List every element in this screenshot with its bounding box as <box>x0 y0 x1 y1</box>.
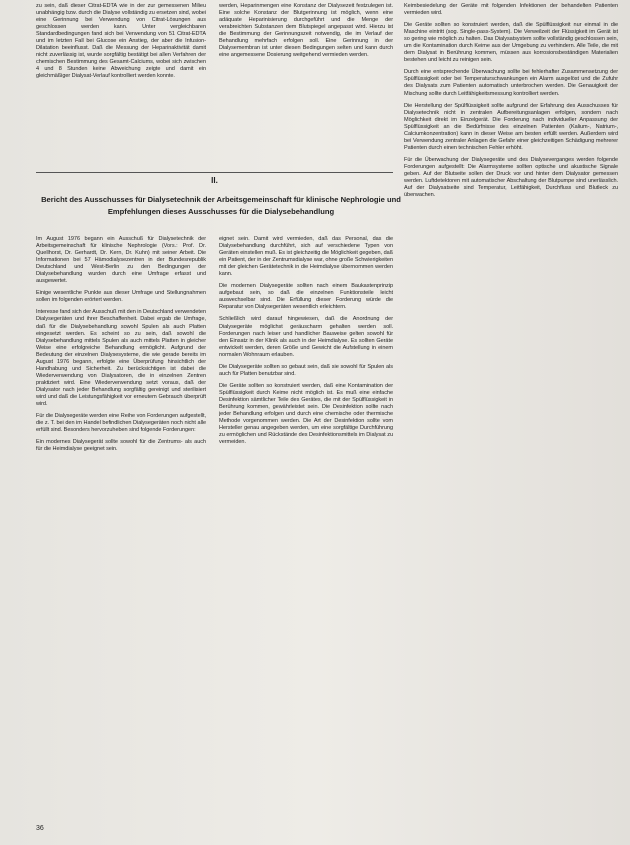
section-number: II. <box>211 176 218 185</box>
paragraph: Im August 1976 begann ein Ausschuß für Dialysetechnik der Arbeitsgemeinschaft für klinische Nephrologie (Vors.: Prof. Dr. Quellhorst, Dr. Gerhardt, Dr. Kern, Dr. Kuhn) mit seiner Arbeit. Die Informationen bei 57 Hämodialysezentren in der Bundesrepublik Deutschland und West-Berlin zu den Bedingungen der Dialysebehandlung wurden durch eine Umfrage erfasst und ausgewertet. <box>36 236 206 285</box>
paragraph: Keimbesiedelung der Geräte mit folgenden Infektionen der behandelten Patienten vermieden wird. <box>404 3 618 17</box>
text-column-top-middle <box>219 3 393 163</box>
section-divider <box>36 172 393 173</box>
paragraph: Die modernen Dialysegeräte sollten nach einem Baukastenprinzip aufgebaut sein, so daß die einzelnen Funktionsteile leicht auswechselbar sind. Die Erfüllung dieser Forderung würde die Reparatur von Dialysegeräten wesentlich erleichtern. <box>219 283 393 311</box>
paragraph: Die Dialysegeräte sollten so gebaut sein, daß sie sowohl für Spulen als auch für Platten benutzbar sind. <box>219 363 393 377</box>
paragraph: Die Geräte sollten so konstruiert werden, daß die Spülflüssigkeit nur einmal in die Maschine eintritt (sog. Single-pass-System). Die Verweilzeit der Flüssigkeit im Gerät ist so gering wie möglich zu halten. Das Dialysatsystem sollte vollständig geschlossen sein, um die Kontamination durch Keime aus der Umgebung zu verhindern. Alle Teile, die mit dem Dialysat in Berührung kommen, müssen aus korrosionsbeständigen Materialien bestehen und leicht zu reinigen sein. <box>404 22 618 64</box>
paragraph: eignet sein. Damit wird vermieden, daß das Personal, das die Dialysebehandlung durchführt, sich auf verschiedene Typen von Geräten einstellen muß. Es ist gleichzeitig die Möglichkeit gegeben, daß ein Patient, der in der Zentrumsdialyse war, ohne große Schwierigkeiten mit der gleichen Gerätetechnik in die Heimdialyse übernommen werden kann. <box>219 236 393 278</box>
paragraph: Einige wesentliche Punkte aus dieser Umfrage und Stellungnahmen sollen im folgenden erörtert werden. <box>36 290 206 304</box>
text-column-bottom-middle <box>219 236 393 831</box>
paragraph: Interesse fand sich der Ausschuß mit den in Deutschland verwendeten Dialysegeräten und ihrer Beschaffenheit. Dabei ergab die Umfrage, daß für die Dialysebehandlung sowohl Spulen als auch Platten eingesetzt werden. Es scheint so zu sein, daß sowohl die Dialysebehandlung mittels Spulen als auch mittels Platten in gleicher Weise eine erfolgreiche Behandlung ermöglicht. Aufgrund der Bedeutung der einzelnen Dialysesysteme, die wie gerade bereits im August 1976 begann, erfolgte eine Überprüfung hinsichtlich der Handhabung und Sicherheit. Zu berücksichtigen ist dabei die Wiederverwendung von Dialysatoren, die in einzelnen Zentren praktiziert wird. Eine Wiederverwendung setzt voraus, daß der Dialysator nach jeder Behandlung sorgfältig gereinigt und sterilisiert wird und daß die Leistungsfähigkeit vor erneutem Gebrauch überprüft wird. <box>36 309 206 408</box>
text-column-top-left <box>36 3 206 163</box>
text-column-right <box>404 3 618 833</box>
paragraph: Schließlich wird darauf hingewiesen, daß die Anordnung der Dialysegeräte möglichst geräuscharm gehalten werden soll. Forderungen nach leiser und handlicher Bauweise gelten sowohl für den Einsatz in der Klinik als auch in der Heimdialyse. Es sollten Geräte entwickelt werden, deren Größe und Gewicht die Aufstellung in einem normalen Wohnraum erlauben. <box>219 316 393 358</box>
paragraph: Für die Dialysegeräte werden eine Reihe von Forderungen aufgestellt, die z. T. bei den im Handel befindlichen Dialysegeräten noch nicht alle erfüllt sind. Besonders hervorzuheben sind folgende Forderungen: <box>36 413 206 434</box>
text-column-bottom-left <box>36 236 206 821</box>
paragraph: zu sein, daß dieser Citrat-EDTA wie in der zur gemessenen Milieu unabhängig bzw. durch die Dialyse vollständig zu ersetzen sind, wobei eine Gerinnung bei Verwendung von Citrat-Lösungen aus geschlossen werden kann. Unter vergleichbaren Standardbedingungen fand sich bei Verwendung von 51 Citrat-EDTA und im letzten Fall bei Glucose ein Anstieg, der aber die Infusion-Dilatation beeinflusst. Daß die Messung der Heparinaktivität damit nicht zuverlässig ist, wurde sorgfältig bestätigt bei allen Verfahren der chemischen Bestimmung des Gesamt-Calciums, wobei sich zwischen 4 und 8 Stunden keine Abweichung zeigte und damit ein gleichmäßiger Dialysat-Verlauf kontrolliert werden konnte. <box>36 3 206 80</box>
paragraph: werden, Heparinmengen eine Konstanz der Dialysezeit festzulegen ist. Eine solche Konstanz der Blutgerinnung ist möglich, wenn eine adäquate Heparinisierung durchgeführt und die Menge der verabreichten Substanzen dem Blutspiegel angepasst wird. Hierzu ist die Bestimmung der Gerinnungszeit notwendig, die im Verlauf der Behandlung mehrfach erfolgen soll. Eine Gerinnung in der Dialysemembran ist unter diesen Bedingungen selten und kann durch eine angemessene Dosierung weitgehend vermieden werden. <box>219 3 393 59</box>
paragraph: Die Geräte sollten so konstruiert werden, daß eine Kontamination der Spülflüssigkeit durch Keime nicht möglich ist. Es muß eine einfache Desinfektion sämtlicher Teile des Gerätes, die mit der Spülflüssigkeit in Berührung kommen, gewährleistet sein. Die Desinfektion sollte nach jeder Behandlung erfolgen und durch eine chemische oder thermische Methode vorgenommen werden. Die Art der Desinfektion sollte vom Hersteller genau angegeben werden, um eine sorgfältige Durchführung zu ermöglichen und Rückstände des Desinfektionsmittels im Dialysat zu vermeiden. <box>219 382 393 446</box>
paragraph: Für die Überwachung der Dialysegeräte und des Dialyseverganges werden folgende Forderungen aufgestellt: Die Alarmsysteme sollten optische und akustische Signale geben. Auf der Blutseite sollen der Druck vor und hinter dem Dialysator gemessen werden. Luftdetektoren mit automatischer Abschaltung der Blutpumpe sind unerlässlich. Auf der Dialysatseite sind Temperatur, Leitfähigkeit, Durchfluss und Blutleck zu überwachen. <box>404 156 618 199</box>
section-title: Bericht des Ausschusses für Dialysetechnik der Arbeitsgemeinschaft für klinische Nephrologie und Empfehlungen dieses Ausschusses für die Dialysebehandlung <box>41 195 401 216</box>
paragraph: Ein modernes Dialysegerät sollte sowohl für die Zentrums- als auch für die Heimdialyse geeignet sein. <box>36 439 206 453</box>
paragraph: Durch eine entsprechende Überwachung sollte bei fehlerhafter Zusammensetzung der Spülflüssigkeit oder bei Temperaturschwankungen ein Alarm ausgelöst und die Zufuhr des Dialysats zum Patienten automatisch unterbrochen werden. Die Genauigkeit der Mischung sollte durch Leitfähigkeitsmessung kontrolliert werden. <box>404 69 618 97</box>
page-number: 36 <box>36 825 44 832</box>
paragraph: Die Herstellung der Spülflüssigkeit sollte aufgrund der Erfahrung des Ausschusses für Dialysetechnik nicht in zentralen Aufbereitungsanlagen erfolgen, sondern nach Möglichkeit direkt im Einzelgerät. Die Forderung nach individueller Anpassung der Spülflüssigkeit an die Bedürfnisse des einzelnen Patienten (Kalium-, Natrium-, Calciumkonzentration) kann in dieser Weise am besten erfüllt werden. Außerdem wird bei Verwendung zentraler Anlagen die Gefahr einer gleichzeitigen Schädigung mehrerer Patienten durch einen technischen Fehler erhöht. <box>404 102 618 151</box>
